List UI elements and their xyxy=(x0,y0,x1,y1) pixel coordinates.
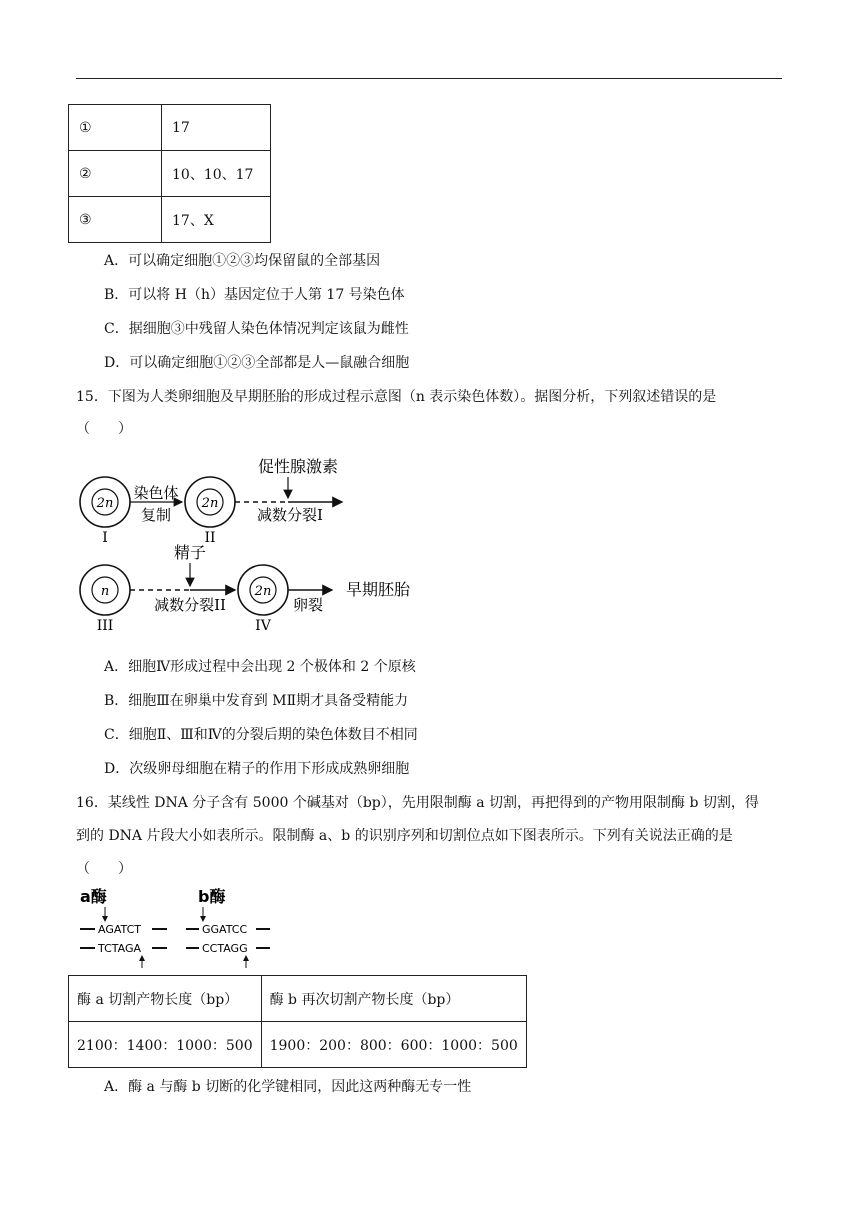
cell-iv xyxy=(238,565,288,615)
cell-iii-label: III xyxy=(96,618,114,634)
cell-label: ③ xyxy=(69,197,162,243)
cell-label: ① xyxy=(69,105,162,151)
q16-option-a: A．酶 a 与酶 b 切断的化学键相同，因此这两种酶无专一性 xyxy=(104,1079,472,1095)
header-rule xyxy=(76,78,782,79)
enzyme-b-bottom-seq: CCTAGG xyxy=(202,942,248,955)
cell-i xyxy=(80,477,130,527)
sperm-label: 精子 xyxy=(173,543,207,562)
enzyme-b-top-seq: GGATCC xyxy=(202,923,248,936)
cell-iii-ploidy: n xyxy=(100,584,110,599)
cell-iii xyxy=(80,565,130,615)
q15-option-c: C．细胞Ⅱ、Ⅲ和Ⅳ的分裂后期的染色体数目不相同 xyxy=(104,727,418,743)
table-row xyxy=(69,151,271,197)
hormone-label: 促性腺激素 xyxy=(257,457,339,476)
cell-value: 10、10、17 xyxy=(162,151,271,197)
cell-label: ② xyxy=(69,151,162,197)
header-cell: 酶 a 切割产物长度（bp） xyxy=(69,976,262,1022)
fragment-length-table xyxy=(68,975,527,1068)
q15-option-b: B．细胞Ⅲ在卵巢中发育到 MⅡ期才具备受精能力 xyxy=(104,693,409,709)
meiosis2-label: 减数分裂II xyxy=(154,596,226,614)
chromosome-table xyxy=(68,104,271,243)
enzyme-a-name: a酶 xyxy=(80,887,107,906)
cell-ii-ploidy: 2n xyxy=(201,496,219,511)
q16-stem-line1: 16．某线性 DNA 分子含有 5000 个碱基对（bp），先用限制酶 a 切割，再把得到的产物用限制酶 b 切割，得 xyxy=(76,795,759,811)
enzyme-b-name: b酶 xyxy=(198,887,226,906)
q14-option-c: C．据细胞③中残留人染色体情况判定该鼠为雌性 xyxy=(104,321,409,337)
cell-iv-ploidy: 2n xyxy=(254,584,272,599)
q15-option-d: D．次级卵母细胞在精子的作用下形成成熟卵细胞 xyxy=(104,761,410,777)
arrow1-top-label: 染色体 xyxy=(133,484,179,502)
cell-ii-label: II xyxy=(204,530,216,546)
cell-i-ploidy: 2n xyxy=(96,496,114,511)
table-cell: 1900：200：800：600：1000：500 xyxy=(261,1022,526,1068)
cell-value: 17、X xyxy=(162,197,271,243)
q14-option-a: A．可以确定细胞①②③均保留鼠的全部基因 xyxy=(104,253,381,269)
arrow1-bottom-label: 复制 xyxy=(140,506,172,524)
enzyme-a-bottom-seq: TCTAGA xyxy=(98,942,142,955)
table-row xyxy=(69,1022,527,1068)
enzyme-a-top-seq: AGATCT xyxy=(98,923,142,936)
q15-option-a: A．细胞Ⅳ形成过程中会出现 2 个极体和 2 个原核 xyxy=(104,659,416,675)
cell-value: 17 xyxy=(162,105,271,151)
oocyte-formation-diagram xyxy=(60,448,420,638)
q16-paren: （ ） xyxy=(76,861,132,877)
table-cell: 2100：1400：1000：500 xyxy=(69,1022,262,1068)
cell-iv-label: IV xyxy=(255,618,271,634)
table-row xyxy=(69,197,271,243)
q14-option-b: B．可以将 H（h）基因定位于人第 17 号染色体 xyxy=(104,287,405,303)
q15-stem: 15．下图为人类卵细胞及早期胚胎的形成过程示意图（n 表示染色体数）。据图分析，下列叙述错误的是 xyxy=(76,389,717,405)
header-cell: 酶 b 再次切割产物长度（bp） xyxy=(261,976,526,1022)
meiosis1-label: 减数分裂I xyxy=(257,506,323,524)
embryo-label: 早期胚胎 xyxy=(345,580,411,599)
restriction-site-figure xyxy=(70,884,290,970)
q16-stem-line2: 到的 DNA 片段大小如表所示。限制酶 a、b 的识别序列和切割位点如下图表所示。下列有关说法正确的是 xyxy=(76,828,733,844)
table-row xyxy=(69,105,271,151)
q14-option-d: D．可以确定细胞①②③全部都是人—鼠融合细胞 xyxy=(104,355,410,371)
table-header-row xyxy=(69,976,527,1022)
q15-paren: （ ） xyxy=(76,421,132,437)
cell-ii xyxy=(185,477,235,527)
cleavage-label: 卵裂 xyxy=(292,596,324,614)
cell-i-label: I xyxy=(102,530,108,546)
